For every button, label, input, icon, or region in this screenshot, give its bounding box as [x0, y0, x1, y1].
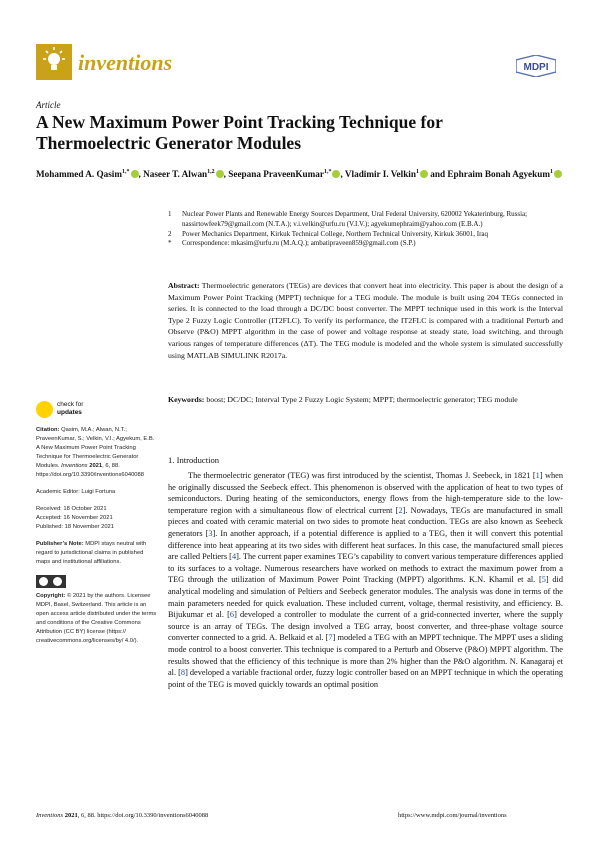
intro-text: ] developed a controller to modulate the current of a grid-connected inverter, where the supply source is an array of TEGs. The design involved a TEG array, boost converter, and three-phase voltage source converter connected to a grid. A. Belkaid et al. [ [168, 610, 563, 643]
intro-text: ]. The current paper examines TEG’s capability to convert various temperature differences applied to its surfaces to a voltage. Numerous researchers have worked on methods to extract the maximum power from a TEG through the utilization of Maximum Power Point Tracking (MPPT) algorithms. K.N. Khamil et al. [ [168, 552, 564, 585]
author-name: Mohammed A. Qasim [36, 169, 123, 180]
article-type: Article [36, 100, 61, 110]
publisher-note-text: MDPI stays neutral with regard to jurisdictional claims in published maps and institutional affiliations. [36, 541, 147, 565]
check-updates-line2: updates [57, 409, 82, 416]
check-for-updates-button[interactable] [36, 400, 126, 422]
reference-link[interactable]: 4 [231, 552, 237, 562]
citation-text: Qasim, M.A.; Alwan, N.T.; PraveenKumar, S.; Velkin, V.I.; Agyekum, E.B. A New Maximum Power Point Tracking Technique for Thermoelectric Generator Modules. [36, 427, 155, 469]
footer-doi[interactable]: , 6, 88. https://doi.org/10.3390/inventions6040088 [77, 812, 209, 819]
affiliation-item [168, 230, 563, 240]
author-list [36, 166, 566, 181]
affiliation-mark: 2 [168, 229, 172, 238]
copyright-label: Copyright: [36, 593, 66, 599]
orcid-icon[interactable] [131, 170, 139, 178]
footer-journal: Inventions [36, 812, 64, 819]
citation-year: 2021 [89, 463, 103, 469]
article-title: A New Maximum Power Point Tracking Technique for Thermoelectric Generator Modules [36, 112, 443, 153]
reference-link[interactable]: 1 [535, 471, 540, 480]
publisher-note-label: Publisher’s Note: [36, 541, 84, 547]
keywords [168, 394, 563, 406]
affiliation-item [168, 239, 563, 249]
abstract-label: Abstract: [168, 281, 200, 290]
reference-link[interactable]: 7 [328, 633, 333, 643]
publisher-logo[interactable] [516, 55, 556, 77]
intro-text: ]. In another approach, if a potential difference is applied to a TEG, then it will convert this potential difference into heat appearing at its two sides with different heat surfaces. In this case, the manufactured small pieces are called Peltiers [ [168, 528, 564, 562]
reference-link[interactable]: 6 [229, 610, 235, 620]
author-affiliation-mark: 1 [415, 169, 419, 175]
journal-name[interactable]: inventions [78, 50, 173, 75]
section-heading-introduction: 1. Introduction [168, 455, 220, 465]
citation-doi[interactable]: , 6, 88. https://doi.org/10.3390/inventions6040088 [36, 463, 144, 478]
introduction-paragraph [168, 470, 563, 690]
reference-link[interactable]: 5 [541, 575, 546, 585]
author-separator: , [138, 169, 144, 180]
footer-year: 2021 [64, 812, 78, 819]
published-date: Published: 18 November 2021 [36, 524, 114, 530]
author-name: Ephraim Bonah Agyekum [447, 169, 551, 180]
check-updates-line1: check for [57, 401, 84, 408]
reference-link[interactable]: 2 [398, 505, 403, 515]
intro-text: ]. Nowadays, TEGs are manufactured in small pieces and coated with ceramic material on two sides to promote heat conduction. TEGs are also known as Seebeck generators [ [168, 505, 563, 538]
received-date: Received: 18 October 2021 [36, 506, 107, 512]
intro-text: ] did analytical modeling and simulation of Peltiers and Seebeck generator modules. The analysis was done in terms of the main parameters needed for quick evaluation. These included current, voltage, thermal resistivity, and efficiency. B. Bijukumar et al. [ [168, 575, 563, 620]
check-updates-icon [36, 401, 53, 418]
academic-editor: Academic Editor: Luigi Fortuna [36, 489, 116, 495]
affiliation-text: Nuclear Power Plants and Renewable Energy Sources Department, Ural Federal University, 620002 Yekaterinburg, Russia; nassirtowfeek79@gmail.com (N.T.A.); v.i.velkin@urfu.ru (V.I.V.); agyekumephraim@yahoo.com (E.B.A.) [182, 210, 528, 228]
orcid-icon[interactable] [420, 170, 428, 178]
intro-text: ] modeled a TEG with an MPPT technique. The MPPT uses a sliding mode control to a boost converter. This technique is compared to a Perturb and Observe (P&O) MPPT algorithm. The results showed that the efficiency of this technique is more than 2% higher than the P&O algorithm. N. Kanagaraj et al. [ [168, 633, 563, 678]
citation [36, 426, 158, 480]
orcid-icon[interactable] [554, 170, 562, 178]
footer-citation [36, 812, 208, 819]
keywords-label: Keywords: [168, 395, 205, 404]
article-sidebar [36, 426, 158, 654]
keywords-text: boost; DC/DC; Interval Type 2 Fuzzy Logic System; MPPT; thermoelectric generator; TEG module [206, 395, 518, 404]
accepted-date: Accepted: 16 November 2021 [36, 515, 113, 521]
reference-link[interactable]: 3 [208, 528, 213, 538]
author-name: Vladimir I. Velkin [344, 169, 416, 180]
citation-journal: Inventions [61, 463, 88, 469]
reference-link[interactable]: 8 [180, 668, 186, 678]
affiliation-mark: * [168, 239, 172, 248]
affiliations [168, 210, 563, 249]
journal-logo [36, 44, 72, 80]
author-separator: and [427, 169, 448, 180]
cc-by-license-icon[interactable] [36, 575, 66, 588]
footer-journal-url[interactable]: https://www.mdpi.com/journal/inventions [398, 812, 507, 819]
abstract [168, 280, 563, 361]
author-name: Seepana PraveenKumar [228, 169, 324, 180]
orcid-icon[interactable] [216, 170, 224, 178]
intro-text: ] developed a variable fractional order, fuzzy logic controller based on an MPPT technique in which the operating point of the TEG is moved quickly towards an optimal position [168, 668, 563, 689]
author-affiliation-mark: 1,* [323, 169, 332, 175]
copyright [36, 592, 158, 646]
author-name: Naseer T. Alwan [143, 169, 208, 180]
publisher-note [36, 540, 158, 567]
intro-text: ] when he originally discussed the Seebeck effect. This phenomenon is observed with the application of heat to two types of semiconductors. During heating of the semiconductors, energy flows from the high-temperature side to the low-temperature region with a simultaneous flow of electrical current [ [168, 471, 563, 515]
affiliation-text: Correspondence: mkasim@urfu.ru (M.A.Q.); ambatipraveen859@gmail.com (S.P.) [182, 239, 416, 248]
author-affiliation-mark: 1 [550, 169, 554, 175]
affiliation-text: Power Mechanics Department, Kirkuk Technical College, Northern Technical University, Kirkuk 36001, Iraq [182, 229, 489, 238]
affiliation-item [168, 210, 563, 230]
author-affiliation-mark: 1,2 [207, 169, 215, 175]
author-affiliation-mark: 1,* [122, 169, 130, 175]
intro-text: The thermoelectric generator (TEG) was first introduced by the scientist, Thomas J. Seebeck, in 1821 [ [188, 471, 536, 480]
publisher-name: MDPI [523, 62, 549, 73]
abstract-text: Thermoelectric generators (TEGs) are devices that convert heat into electricity. This paper is about the design of a Maximum Power Point Tracking (MPPT) technique for a TEG module. The module is built using 204 TEGs connected in series. It is connected to the load through a DC/DC boost converter. The MPPT technique used in this work is the Interval Type 2 Fuzzy Logic Controller (IT2FLC). To verify its performance, the IT2FLC is compared with a traditional Perturb and Observe (P&O) MPPT algorithm in the case of power and voltage response at steady state, load switching, and through various ranges of temperature differences (ΔT). The TEG module is modeled and the whole system is simulated successfully using MATLAB SIMULINK R2017a. [168, 281, 563, 360]
copyright-text: © 2021 by the authors. Licensee MDPI, Basel, Switzerland. This article is an open access article distributed under the terms and conditions of the Creative Commons Attribution (CC BY) license (https:// creativecommons.org/licenses/by/ 4.0/). [36, 593, 157, 644]
lightbulb-icon [36, 44, 72, 80]
author-separator: , [340, 169, 345, 180]
citation-label: Citation: [36, 427, 60, 433]
author-separator: , [223, 169, 229, 180]
affiliation-mark: 1 [168, 210, 172, 218]
